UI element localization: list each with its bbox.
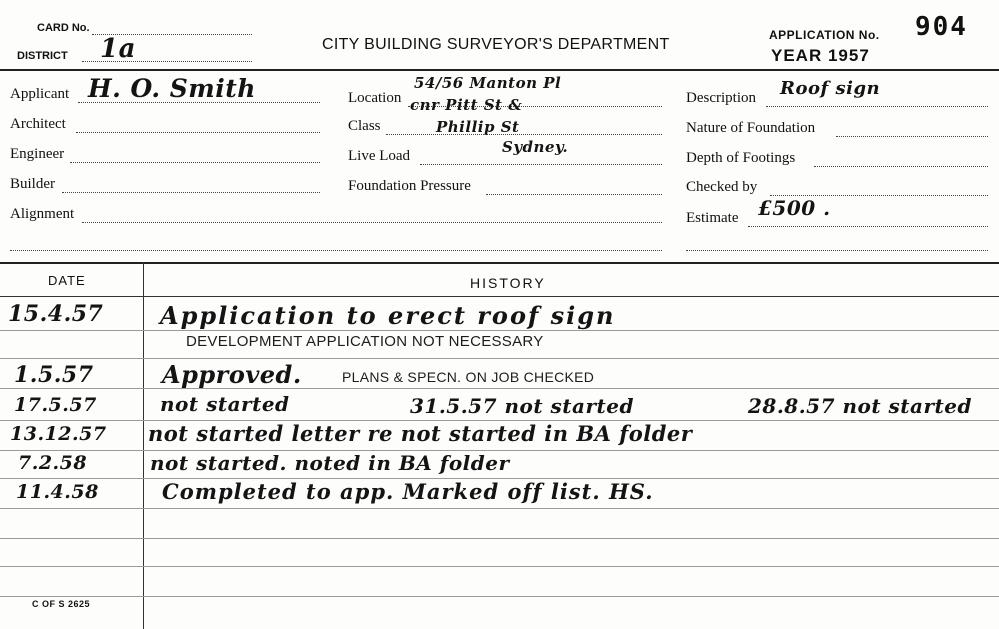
table-top-rule (0, 262, 999, 264)
foundation-pressure-label: Foundation Pressure (348, 178, 471, 194)
depth-of-footings-label: Depth of Footings (686, 150, 796, 166)
row-7-entry: Completed to app. Marked off list. HS. (162, 479, 654, 504)
nature-of-foundation-line (836, 136, 988, 137)
description-line (766, 106, 988, 107)
row-7-date: 11.4.58 (16, 481, 99, 503)
live-load-label: Live Load (348, 148, 411, 164)
row-2-stamp: DEVELOPMENT APPLICATION NOT NECESSARY (186, 333, 544, 350)
class-label: Class (348, 118, 381, 134)
ruled-line (0, 388, 999, 389)
row-1-entry: Application to erect roof sign (160, 301, 616, 330)
applicant-label: Applicant (10, 86, 70, 102)
architect-line (76, 132, 320, 133)
row-4-note-1: 31.5.57 not started (410, 394, 634, 418)
description-value: Roof sign (780, 78, 881, 99)
description-label: Description (686, 90, 756, 106)
location-label: Location (348, 90, 402, 106)
foundation-pressure-line (486, 194, 662, 195)
ruled-line (0, 358, 999, 359)
location-line-4: Sydney. (502, 138, 569, 156)
estimate-value: £500 . (758, 196, 831, 220)
year-label: YEAR 1957 (771, 46, 870, 65)
checked-by-label: Checked by (686, 179, 758, 195)
live-load-line (420, 164, 662, 165)
builder-label: Builder (10, 176, 55, 192)
right-extra-line (686, 250, 988, 251)
form-code: C OF S 2625 (32, 599, 91, 609)
ruled-line (0, 566, 999, 567)
location-line-1: 54/56 Manton Pl (414, 74, 562, 92)
architect-label: Architect (10, 116, 66, 132)
ruled-line (0, 596, 999, 597)
builder-line (62, 192, 320, 193)
class-line (386, 134, 662, 135)
depth-of-footings-line (814, 166, 988, 167)
row-3-stamp: PLANS & SPECN. ON JOB CHECKED (342, 369, 595, 385)
engineer-label: Engineer (10, 146, 65, 162)
department-title: CITY BUILDING SURVEYOR'S DEPARTMENT (322, 36, 670, 53)
row-6-date: 7.2.58 (18, 452, 88, 474)
ruled-line (0, 538, 999, 539)
row-4-note-2: 28.8.57 not started (748, 394, 972, 418)
row-1-date: 15.4.57 (8, 301, 104, 327)
row-5-date: 13.12.57 (10, 423, 107, 445)
applicant-value: H. O. Smith (88, 74, 256, 103)
date-header: DATE (48, 273, 86, 288)
card-no-label: CARD No. (37, 22, 90, 34)
district-label: DISTRICT (17, 50, 68, 62)
row-4-date: 17.5.57 (14, 394, 97, 416)
application-no-value: 904 (915, 12, 968, 42)
row-3-entry: Approved. (162, 360, 302, 389)
row-6-entry: not started. noted in BA folder (150, 451, 510, 475)
ruled-line (0, 330, 999, 331)
alignment-label: Alignment (10, 206, 75, 222)
header-underline (0, 296, 999, 297)
district-value: 1a (100, 34, 136, 64)
history-header: HISTORY (470, 275, 546, 291)
header-rule (0, 69, 999, 71)
ruled-line (0, 508, 999, 509)
engineer-line (70, 162, 320, 163)
estimate-line (748, 226, 988, 227)
nature-of-foundation-label: Nature of Foundation (686, 120, 816, 136)
location-line-2: cnr Pitt St & (410, 96, 523, 114)
application-no-label: APPLICATION No. (769, 28, 880, 42)
estimate-label: Estimate (686, 210, 739, 226)
row-5-entry: not started letter re not started in BA folder (148, 421, 693, 446)
row-4-entry: not started (160, 392, 290, 416)
date-column-divider (143, 262, 144, 629)
alignment-line (82, 222, 662, 223)
row-3-date: 1.5.57 (14, 362, 94, 388)
location-line-3: Phillip St (436, 118, 520, 136)
extra-line (10, 250, 662, 251)
